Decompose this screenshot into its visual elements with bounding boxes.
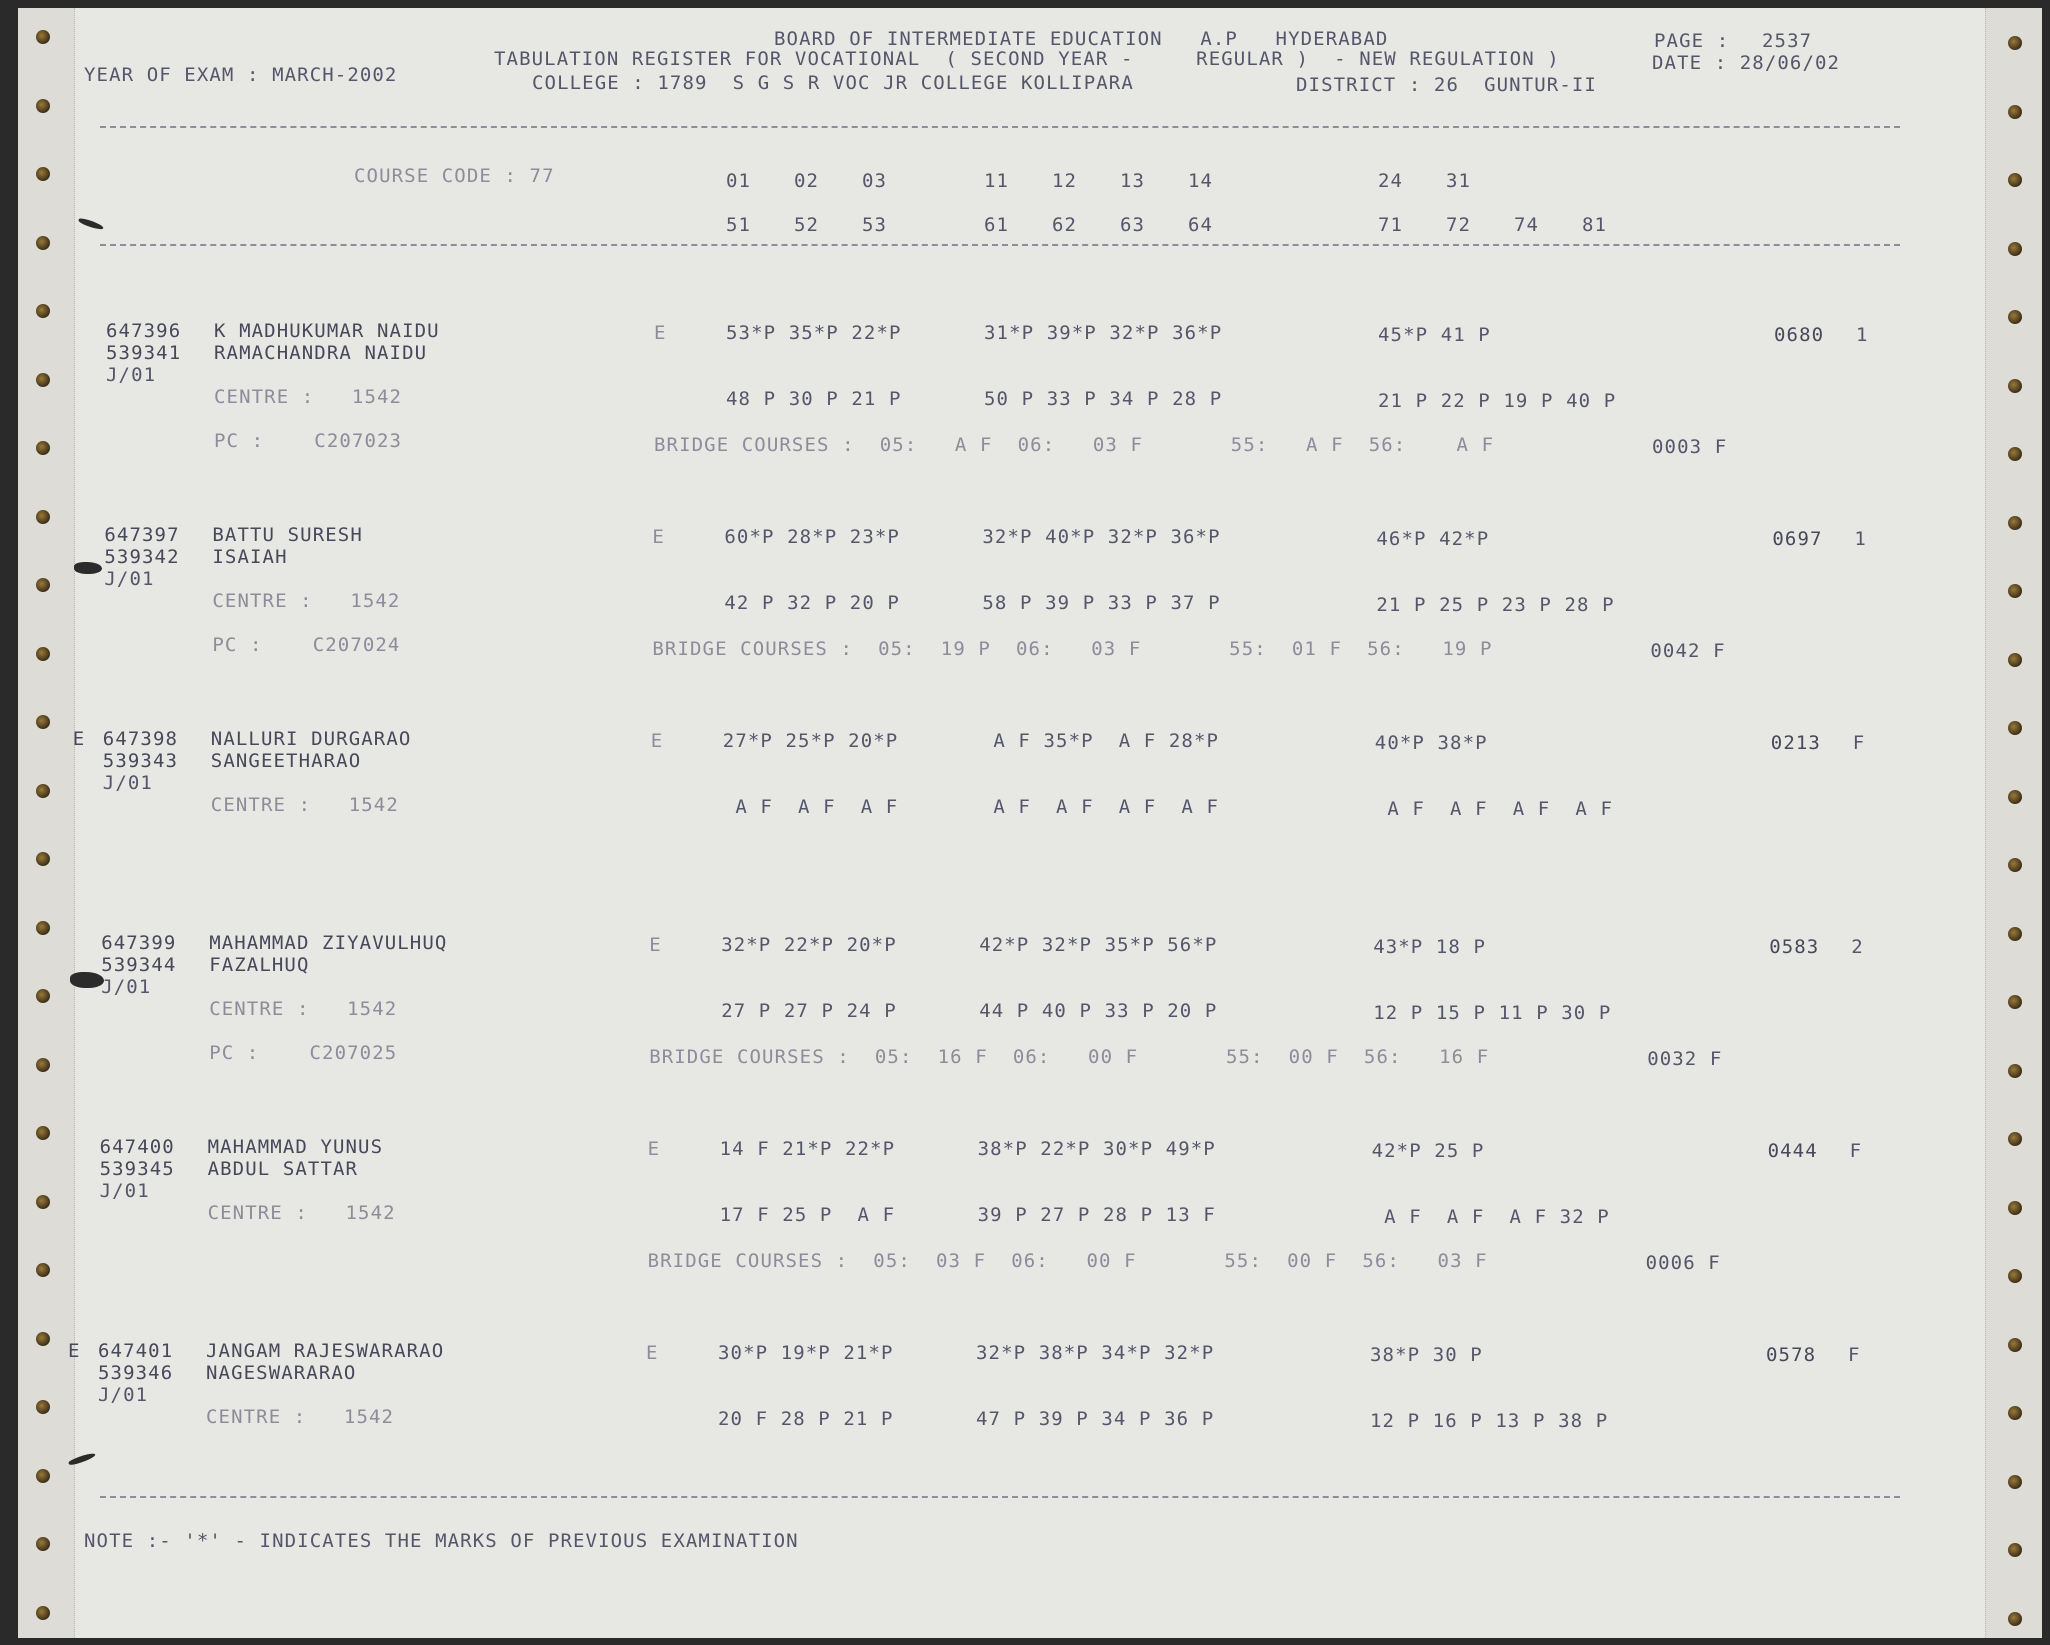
medium-of-instruction: E — [650, 730, 664, 752]
marks-group-3-bottom: 21 P 25 P 23 P 28 P — [1376, 594, 1615, 616]
exam-centre: CENTRE : 1542 — [207, 1202, 396, 1224]
medium-of-instruction: E — [647, 1138, 661, 1160]
marks-group-1-top: 27*P 25*P 20*P — [722, 730, 899, 752]
footer-divider — [100, 1496, 1900, 1498]
sprocket-hole — [36, 715, 50, 729]
father-name: FAZALHUQ — [209, 954, 310, 976]
pc-number: PC : C207023 — [214, 430, 403, 452]
registration-number: 647397 — [104, 524, 180, 546]
marks-group-1-bottom: A F A F A F — [722, 796, 899, 818]
sprocket-hole — [36, 1469, 50, 1483]
sprocket-hole — [36, 989, 50, 1003]
father-name: RAMACHANDRA NAIDU — [214, 342, 428, 364]
medium-of-instruction: E — [652, 526, 665, 548]
sprocket-hole — [2008, 721, 2022, 735]
sprocket-hole — [2008, 447, 2022, 461]
grand-total: 0213 — [1770, 732, 1821, 754]
subject-code: 51 — [726, 214, 752, 236]
result-division: F — [1852, 732, 1866, 754]
student-name: MAHAMMAD ZIYAVULHUQ — [209, 932, 448, 954]
marks-group-3-bottom: A F A F A F A F — [1374, 798, 1614, 820]
sprocket-hole — [2008, 927, 2022, 941]
marks-group-1-top: 60*P 28*P 23*P — [724, 526, 900, 548]
sprocket-hole — [2008, 790, 2022, 804]
marks-group-1-bottom: 48 P 30 P 21 P — [726, 388, 902, 410]
father-name: ABDUL SATTAR — [207, 1158, 359, 1180]
exam-centre: CENTRE : 1542 — [212, 590, 401, 612]
marks-group-2-top: A F 35*P A F 28*P — [980, 730, 1220, 752]
sprocket-hole — [36, 921, 50, 935]
sprocket-hole — [36, 1263, 50, 1277]
sprocket-hole — [36, 441, 50, 455]
hall-ticket-number: 539341 — [106, 342, 182, 364]
sprocket-hole — [36, 1400, 50, 1414]
bridge-courses-total: 0042 F — [1650, 640, 1726, 662]
marks-group-2-bottom: 58 P 39 P 33 P 37 P — [982, 592, 1221, 614]
student-name: MAHAMMAD YUNUS — [207, 1136, 384, 1158]
sprocket-hole — [2008, 1406, 2022, 1420]
medium-of-instruction: E — [646, 1342, 659, 1364]
sprocket-hole — [36, 1537, 50, 1551]
sprocket-hole — [36, 99, 50, 113]
marks-group-2-top: 38*P 22*P 30*P 49*P — [977, 1138, 1216, 1160]
ink-mark — [78, 217, 105, 231]
bridge-courses-total: 0006 F — [1645, 1252, 1721, 1274]
marks-group-3-top: 40*P 38*P — [1374, 732, 1488, 754]
grand-total: 0697 — [1772, 528, 1823, 550]
subject-code: 64 — [1188, 214, 1214, 236]
district-name: DISTRICT : 26 GUNTUR-II — [1296, 74, 1597, 96]
hall-ticket-number: 539342 — [104, 546, 180, 568]
sprocket-hole — [36, 1058, 50, 1072]
marks-group-3-bottom: A F A F A F 32 P — [1371, 1206, 1610, 1228]
bridge-courses: BRIDGE COURSES : 05: 03 F 06: 00 F 55: 00 F 56: 03 F — [647, 1250, 1488, 1272]
father-name: NAGESWARARAO — [206, 1362, 357, 1384]
student-name: NALLURI DURGARAO — [210, 728, 412, 750]
subject-code: 72 — [1446, 214, 1472, 236]
sprocket-hole — [2008, 1612, 2022, 1626]
sprocket-hole — [36, 236, 50, 250]
subject-code: 74 — [1514, 214, 1540, 236]
registration-number: 647401 — [98, 1340, 174, 1362]
marks-group-3-bottom: 12 P 15 P 11 P 30 P — [1373, 1002, 1612, 1024]
marks-group-1-bottom: 42 P 32 P 20 P — [724, 592, 900, 614]
marks-group-1-top: 30*P 19*P 21*P — [718, 1342, 894, 1364]
pc-number: PC : C207025 — [209, 1042, 398, 1064]
subject-code: 31 — [1446, 170, 1472, 192]
course-code-label: COURSE CODE : 77 — [354, 165, 555, 187]
marks-group-3-top: 43*P 18 P — [1373, 936, 1487, 958]
exam-centre: CENTRE : 1542 — [206, 1406, 395, 1428]
student-status: J/01 — [104, 568, 155, 590]
sprocket-hole — [2008, 1132, 2022, 1146]
subject-code: 52 — [794, 214, 820, 236]
sprocket-hole — [36, 578, 50, 592]
bridge-courses: BRIDGE COURSES : 05: 16 F 06: 00 F 55: 00 F 56: 16 F — [649, 1046, 1490, 1068]
right-tractor-feed-strip — [1985, 8, 2042, 1638]
exam-type-flag: E — [68, 1340, 81, 1362]
student-status: J/01 — [98, 1384, 149, 1406]
marks-group-2-bottom: A F A F A F A F — [980, 796, 1220, 818]
board-title: BOARD OF INTERMEDIATE EDUCATION A.P HYDERABAD — [774, 28, 1389, 50]
hall-ticket-number: 539346 — [98, 1362, 174, 1384]
bridge-courses-total: 0003 F — [1652, 436, 1728, 458]
sprocket-hole — [2008, 1269, 2022, 1283]
sprocket-hole — [36, 304, 50, 318]
ink-smudge — [74, 562, 102, 574]
subject-code: 81 — [1582, 214, 1608, 236]
grand-total: 0444 — [1767, 1140, 1818, 1162]
bridge-courses: BRIDGE COURSES : 05: A F 06: 03 F 55: A F 56: A F — [654, 434, 1495, 456]
student-status: J/01 — [99, 1180, 150, 1202]
subject-code: 02 — [794, 170, 820, 192]
sprocket-hole — [2008, 36, 2022, 50]
subject-code: 62 — [1052, 214, 1078, 236]
marks-group-1-bottom: 27 P 27 P 24 P — [721, 1000, 897, 1022]
sprocket-hole — [36, 30, 50, 44]
student-name: BATTU SURESH — [212, 524, 363, 546]
sprocket-hole — [2008, 584, 2022, 598]
marks-group-2-top: 31*P 39*P 32*P 36*P — [984, 322, 1223, 344]
subject-code: 12 — [1052, 170, 1078, 192]
student-name: JANGAM RAJESWARARAO — [206, 1340, 445, 1362]
hall-ticket-number: 539344 — [101, 954, 177, 976]
sprocket-hole — [36, 1126, 50, 1140]
sprocket-hole — [2008, 105, 2022, 119]
subject-code: 03 — [862, 170, 888, 192]
medium-of-instruction: E — [654, 322, 667, 344]
subject-code: 11 — [984, 170, 1010, 192]
exam-centre: CENTRE : 1542 — [209, 998, 398, 1020]
header-divider — [100, 126, 1900, 128]
sprocket-hole — [36, 373, 50, 387]
result-division: 1 — [1854, 528, 1867, 550]
sprocket-hole — [36, 1195, 50, 1209]
sprocket-hole — [36, 852, 50, 866]
student-status: J/01 — [101, 976, 152, 998]
marks-group-1-top: 53*P 35*P 22*P — [726, 322, 902, 344]
sprocket-hole — [2008, 1475, 2022, 1489]
hall-ticket-number: 539345 — [99, 1158, 175, 1180]
student-status: J/01 — [102, 772, 153, 794]
subject-code: 01 — [726, 170, 752, 192]
bridge-courses: BRIDGE COURSES : 05: 19 P 06: 03 F 55: 01 F 56: 19 P — [652, 638, 1493, 660]
result-division: F — [1848, 1344, 1861, 1366]
exam-centre: CENTRE : 1542 — [214, 386, 403, 408]
ink-smudge — [70, 972, 104, 988]
grand-total: 0583 — [1769, 936, 1820, 958]
course-divider — [100, 244, 1900, 246]
exam-type-flag: E — [72, 728, 86, 750]
sprocket-hole — [2008, 516, 2022, 530]
student-name: K MADHUKUMAR NAIDU — [214, 320, 440, 342]
page-number: 2537 — [1762, 30, 1813, 52]
marks-group-3-top: 42*P 25 P — [1371, 1140, 1485, 1162]
registration-number: 647399 — [101, 932, 177, 954]
sprocket-hole — [2008, 242, 2022, 256]
sprocket-hole — [36, 167, 50, 181]
marks-group-2-top: 32*P 40*P 32*P 36*P — [982, 526, 1221, 548]
sprocket-hole — [2008, 653, 2022, 667]
subject-code: 13 — [1120, 170, 1146, 192]
registration-number: 647396 — [106, 320, 182, 342]
year-of-exam: YEAR OF EXAM : MARCH-2002 — [84, 64, 398, 86]
marks-group-3-bottom: 21 P 22 P 19 P 40 P — [1378, 390, 1617, 412]
registration-number: 647400 — [99, 1136, 175, 1158]
marks-group-2-bottom: 47 P 39 P 34 P 36 P — [976, 1408, 1215, 1430]
marks-group-3-top: 38*P 30 P — [1370, 1344, 1483, 1366]
result-division: F — [1849, 1140, 1863, 1162]
marks-group-1-top: 32*P 22*P 20*P — [721, 934, 897, 956]
marks-group-2-bottom: 44 P 40 P 33 P 20 P — [979, 1000, 1218, 1022]
tabulation-register-sheet — [18, 8, 2042, 1638]
subject-code: 61 — [984, 214, 1010, 236]
sprocket-hole — [2008, 1338, 2022, 1352]
student-status: J/01 — [106, 364, 157, 386]
college-name: COLLEGE : 1789 S G S R VOC JR COLLEGE KOLLIPARA — [532, 72, 1134, 94]
subject-code: 71 — [1378, 214, 1404, 236]
sprocket-hole — [36, 1332, 50, 1346]
grand-total: 0680 — [1774, 324, 1825, 346]
marks-group-2-top: 32*P 38*P 34*P 32*P — [976, 1342, 1215, 1364]
marks-group-2-bottom: 50 P 33 P 34 P 28 P — [984, 388, 1223, 410]
subject-code: 63 — [1120, 214, 1146, 236]
sprocket-hole — [36, 784, 50, 798]
sprocket-hole — [36, 1606, 50, 1620]
marks-group-1-bottom: 17 F 25 P A F — [719, 1204, 896, 1226]
father-name: SANGEETHARAO — [210, 750, 362, 772]
sprocket-hole — [2008, 379, 2022, 393]
footnote: NOTE :- '*' - INDICATES THE MARKS OF PREVIOUS EXAMINATION — [84, 1530, 799, 1552]
pc-number: PC : C207024 — [212, 634, 401, 656]
subject-code: 53 — [862, 214, 888, 236]
marks-group-3-top: 45*P 41 P — [1378, 324, 1491, 346]
marks-group-1-bottom: 20 F 28 P 21 P — [718, 1408, 894, 1430]
sprocket-hole — [36, 647, 50, 661]
sprocket-hole — [2008, 310, 2022, 324]
father-name: ISAIAH — [212, 546, 288, 568]
grand-total: 0578 — [1766, 1344, 1817, 1366]
bridge-courses-total: 0032 F — [1647, 1048, 1723, 1070]
hall-ticket-number: 539343 — [102, 750, 179, 772]
sprocket-hole — [2008, 995, 2022, 1009]
marks-group-3-top: 46*P 42*P — [1376, 528, 1490, 550]
registration-number: 647398 — [102, 728, 179, 750]
medium-of-instruction: E — [649, 934, 662, 956]
result-division: 2 — [1851, 936, 1864, 958]
exam-centre: CENTRE : 1542 — [210, 794, 399, 816]
sprocket-hole — [36, 510, 50, 524]
page-label: PAGE : — [1654, 30, 1730, 52]
print-date: DATE : 28/06/02 — [1652, 52, 1841, 74]
marks-group-3-bottom: 12 P 16 P 13 P 38 P — [1370, 1410, 1609, 1432]
sprocket-hole — [2008, 858, 2022, 872]
register-title: TABULATION REGISTER FOR VOCATIONAL ( SECOND YEAR - REGULAR ) - NEW REGULATION ) — [494, 48, 1560, 70]
subject-code: 14 — [1188, 170, 1214, 192]
sprocket-hole — [2008, 1543, 2022, 1557]
left-tractor-feed-strip — [18, 8, 75, 1638]
result-division: 1 — [1856, 324, 1869, 346]
subject-code: 24 — [1378, 170, 1404, 192]
marks-group-1-top: 14 F 21*P 22*P — [719, 1138, 896, 1160]
sprocket-hole — [2008, 1201, 2022, 1215]
marks-group-2-bottom: 39 P 27 P 28 P 13 F — [977, 1204, 1216, 1226]
sprocket-hole — [2008, 173, 2022, 187]
sprocket-hole — [2008, 1064, 2022, 1078]
marks-group-2-top: 42*P 32*P 35*P 56*P — [979, 934, 1218, 956]
